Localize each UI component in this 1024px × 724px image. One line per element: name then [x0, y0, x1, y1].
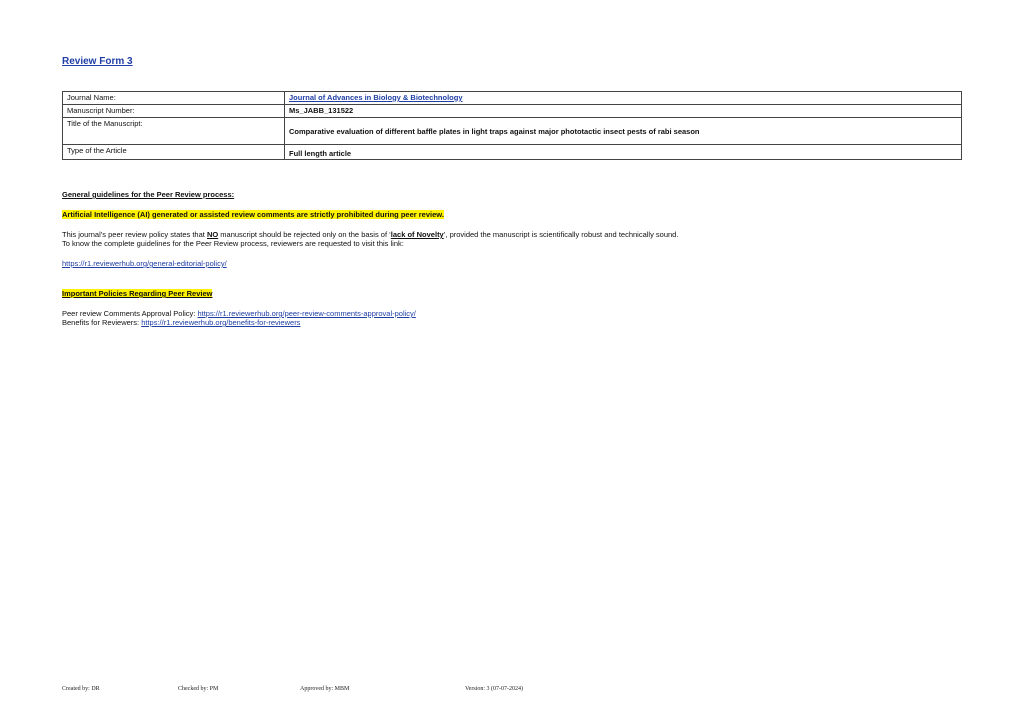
benefits-label: Benefits for Reviewers: — [62, 318, 142, 327]
table-row — [63, 105, 962, 118]
manuscript-number-value: Ms_JABB_131522 — [285, 105, 962, 118]
guidelines-link-line — [62, 259, 227, 268]
policy-text-3: ’, provided the manuscript is scientifically robust and technically sound. — [443, 230, 679, 239]
general-editorial-policy-link[interactable]: https://r1.reviewerhub.org/general-editorial-policy/ — [62, 259, 227, 268]
table-row — [63, 92, 962, 105]
policies-heading-line — [62, 289, 212, 298]
approval-policy-label: Peer review Comments Approval Policy: — [62, 309, 198, 318]
manuscript-number-label: Manuscript Number: — [63, 105, 285, 118]
benefits-line — [62, 318, 300, 327]
approval-policy-link[interactable]: https://r1.reviewerhub.org/peer-review-comments-approval-policy/ — [197, 309, 416, 318]
footer-created: Created by: DR — [62, 686, 100, 692]
form-title: Review Form 3 — [62, 56, 133, 67]
footer-approved: Approved by: MBM — [300, 686, 350, 692]
policy-text-2: manuscript should be rejected only on the basis of ‘ — [218, 230, 391, 239]
ai-notice-text: Artificial Intelligence (AI) generated or assisted review comments are strictly prohibited during peer review. — [62, 210, 444, 219]
article-type-value: Full length article — [285, 145, 962, 160]
journal-name-label: Journal Name: — [63, 92, 285, 105]
manuscript-title-value: Comparative evaluation of different baffle plates in light traps against major phototactic insect pests of rabi season — [285, 118, 962, 145]
table-row — [63, 118, 962, 145]
approval-policy-line — [62, 309, 416, 318]
manuscript-info-table — [62, 91, 962, 160]
benefits-link[interactable]: https://r1.reviewerhub.org/benefits-for-reviewers — [141, 318, 301, 327]
policy-statement — [62, 230, 678, 239]
guidelines-heading: General guidelines for the Peer Review process: — [62, 190, 235, 199]
policy-line-2: To know the complete guidelines for the Peer Review process, reviewers are requested to visit this link: — [62, 239, 404, 248]
footer-checked: Checked by: PM — [178, 686, 219, 692]
policy-text-1: This journal’s peer review policy states that — [62, 230, 207, 239]
ai-notice — [62, 210, 444, 219]
journal-name-link[interactable]: Journal of Advances in Biology & Biotechnology — [289, 93, 463, 102]
policy-novelty-emphasis: lack of Novelty — [390, 230, 444, 239]
manuscript-title-label: Title of the Manuscript: — [63, 118, 285, 145]
table-row — [63, 145, 962, 160]
article-type-label: Type of the Article — [63, 145, 285, 160]
policies-heading: Important Policies Regarding Peer Review — [62, 289, 213, 298]
policy-no-emphasis: NO — [206, 230, 219, 239]
footer-version: Version: 3 (07-07-2024) — [465, 686, 523, 692]
